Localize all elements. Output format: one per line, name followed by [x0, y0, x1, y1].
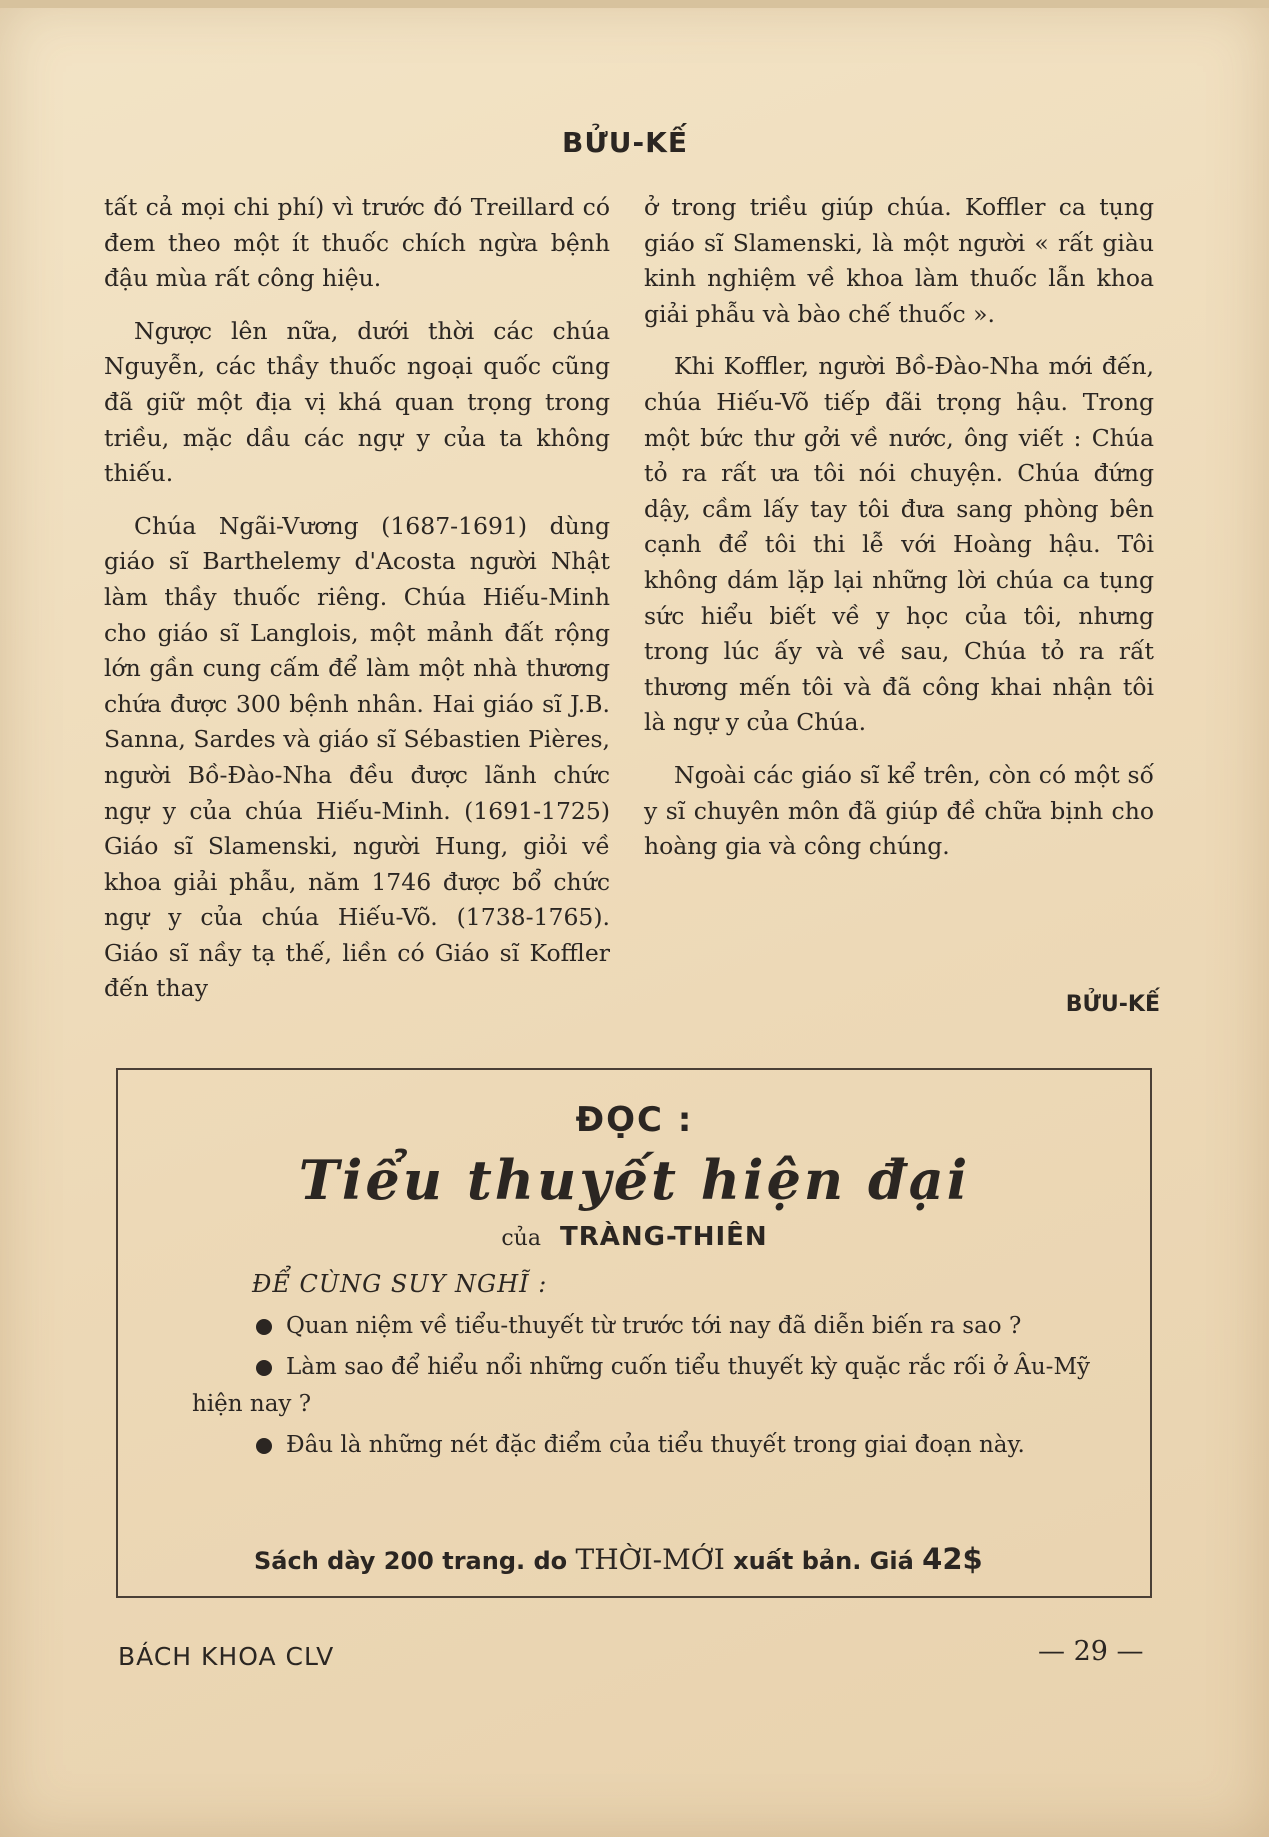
ad-heading: ĐỌC :: [575, 1100, 694, 1140]
running-head: BỬU-KẾ: [562, 126, 688, 159]
paragraph: tất cả mọi chi phí) vì trước đó Treillard có đem theo một ít thuốc chích ngừa bệnh đậu mùa rất công hiệu.: [104, 193, 610, 293]
page-number: — 29 —: [1038, 1636, 1144, 1667]
bullet-icon: [256, 1438, 272, 1454]
ad-book-title: Tiểu thuyết hiện đại: [298, 1148, 971, 1212]
ad-price-prefix: Sách dày 200 trang. do: [254, 1547, 568, 1575]
magazine-issue: BÁCH KHOA CLV: [118, 1642, 335, 1671]
ad-author-prefix: của: [501, 1226, 541, 1251]
ad-author-name: TRÀNG-THIÊN: [560, 1222, 768, 1252]
paragraph: ở trong triều giúp chúa. Koffler ca tụng giáo sĩ Slamenski, là một người « rất giàu kinh nghiệm về khoa làm thuốc lẫn khoa giải phẫu và bào chế thuốc ».: [644, 193, 1154, 328]
ad-bullet-item: [192, 1349, 1090, 1423]
ad-bullet-text: Làm sao để hiểu nổi những cuốn tiểu thuyết kỳ quặc rắc rối ở Âu-Mỹ hiện nay ?: [192, 1354, 1090, 1417]
paragraph: Chúa Ngãi-Vương (1687-1691) dùng giáo sĩ Barthelemy d'Acosta người Nhật làm thầy thuốc riêng. Chúa Hiếu-Minh cho giáo sĩ Langlois, một mảnh đất rộng lớn gần cung cấm để làm một nhà thương chứa được 300 bệnh nhân. Hai giáo sĩ J.B. Sanna, Sardes và giáo sĩ Sébastien Pières, người Bồ-Đào-Nha đều được lãnh chức ngự y của chúa Hiếu-Minh. (1691-1725) Giáo sĩ Slamenski, người Hung, giỏi về khoa giải phẫu, năm 1746 được bổ chức ngự y của chúa Hiếu-Võ. (1738-1765). Giáo sĩ nầy tạ thế, liền có Giáo sĩ Koffler đến thay: [104, 511, 610, 1003]
ad-bullet-item: [192, 1308, 1090, 1345]
ad-subheading: ĐỂ CÙNG SUY NGHĨ :: [252, 1270, 548, 1298]
paragraph: Khi Koffler, người Bồ-Đào-Nha mới đến, chúa Hiếu-Võ tiếp đãi trọng hậu. Trong một bức thư gởi về nước, ông viết : Chúa tỏ ra rất ưa tôi nói chuyện. Chúa đứng dậy, cầm lấy tay tôi đưa sang phòng bên cạnh để tôi thi lễ với Hoàng hậu. Tôi không dám lặp lại những lời chúa ca tụng sức hiểu biết về y học của tôi, nhưng trong lúc ấy và về sau, Chúa tỏ ra rất thương mến tôi và đã công khai nhận tôi là ngự y của Chúa.: [644, 352, 1154, 737]
article-right-column: [644, 190, 1154, 882]
page-edge: [0, 0, 1269, 8]
ad-bullet-text: Quan niệm về tiểu-thuyết từ trước tới nay đã diễn biến ra sao ?: [286, 1313, 1022, 1339]
ad-publisher: THỜI-MỚI: [575, 1543, 725, 1576]
ad-price-line: [254, 1542, 983, 1576]
paragraph: Ngoài các giáo sĩ kể trên, còn có một số y sĩ chuyên môn đã giúp đề chữa bịnh cho hoàng gia và công chúng.: [644, 760, 1154, 861]
ad-price-suffix: xuất bản. Giá: [733, 1547, 914, 1575]
bullet-icon: [256, 1360, 272, 1376]
ad-bullet-list: [192, 1308, 1090, 1468]
author-signature: BỬU-KẾ: [1065, 992, 1160, 1017]
bullet-icon: [256, 1319, 272, 1335]
paragraph: Ngược lên nữa, dưới thời các chúa Nguyễn, các thầy thuốc ngoại quốc cũng đã giữ một địa vị khá quan trọng trong triều, mặc dầu các ngự y của ta không thiếu.: [104, 316, 610, 488]
ad-price: 42$: [922, 1542, 983, 1576]
ad-author-line: [0, 1222, 1269, 1252]
ad-bullet-item: [192, 1427, 1090, 1464]
ad-bullet-text: Đâu là những nét đặc điểm của tiểu thuyết trong giai đoạn này.: [286, 1432, 1025, 1458]
article-left-column: [104, 190, 610, 1024]
